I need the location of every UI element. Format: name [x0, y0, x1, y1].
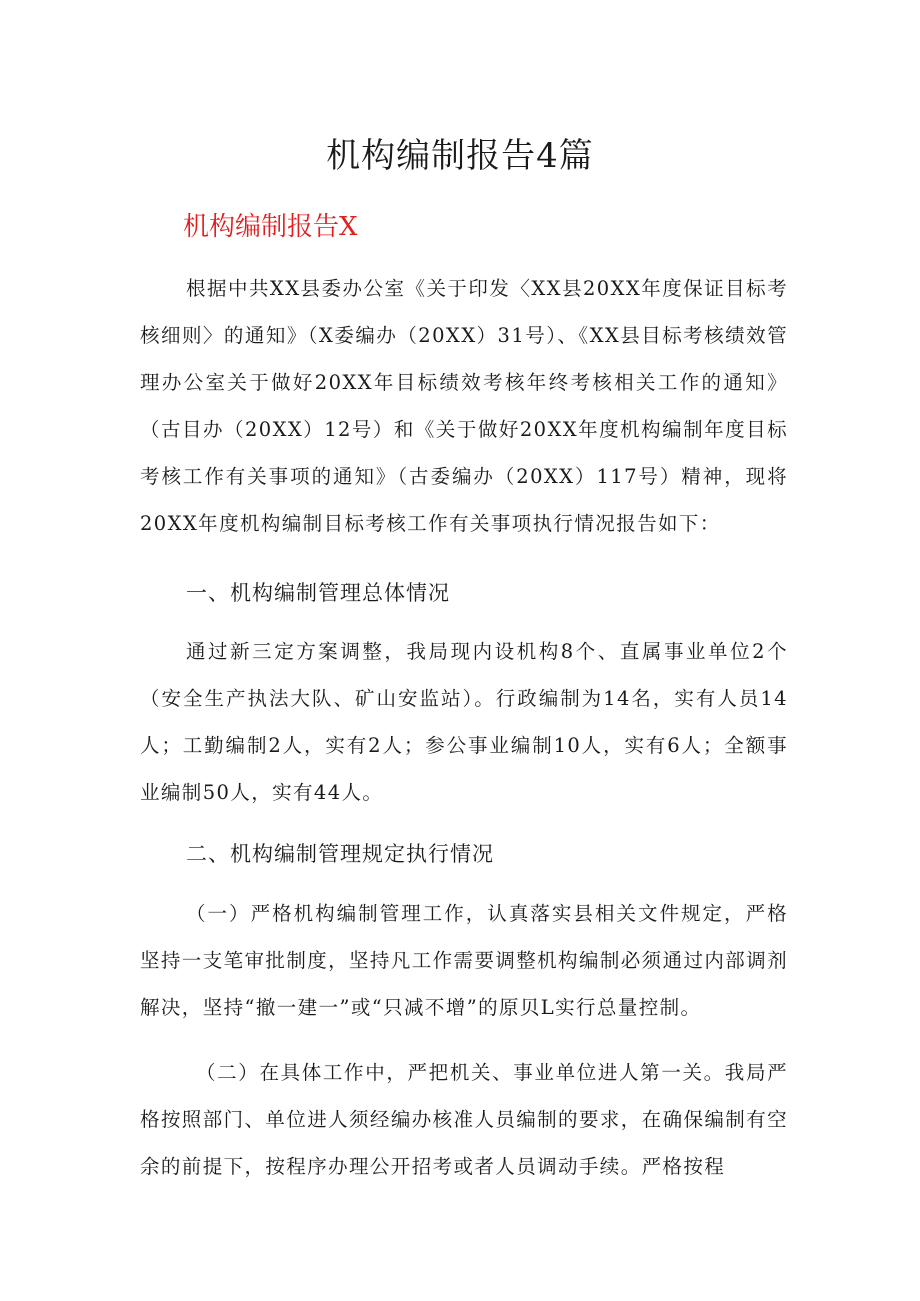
section-2-item-1: （一）严格机构编制管理工作，认真落实县相关文件规定，严格坚持一支笔审批制度，坚持凡工作需要调整机构编制必须通过内部调剂解决，坚持“撤一建一”或“只减不增”的原贝L实行总量控制。: [140, 902, 788, 1019]
intro-paragraph: 根据中共XX县委办公室《关于印发〈XX县20XX年度保证目标考核细则〉的通知》（X委编办（20XX）31号）、《XX县目标考核绩效管理办公室关于做好20XX年目标绩效考核年终考核相关工作的通知》（古目办（20XX）12号）和《关于做好20XX年度机构编制年度目标考核工作有关事项的通知》（古委编办（20XX）117号）精神，现将20XX年度机构编制目标考核工作有关事项执行情况报告如下：: [140, 277, 788, 535]
section-2-heading: 二、机构编制管理规定执行情况: [186, 842, 494, 866]
section-2-item-2: （二）在具体工作中，严把机关、事业单位进人第一关。我局严格按照部门、单位进人须经编办核准人员编制的要求，在确保编制有空余的前提下，按程序办理公开招考或者人员调动手续。严格按程: [140, 1061, 788, 1178]
document-title: 机构编制报告4篇: [326, 136, 594, 176]
section-1-paragraph: 通过新三定方案调整，我局现内设机构8个、直属事业单位2个（安全生产执法大队、矿山安监站）。行政编制为14名，实有人员14人；工勤编制2人，实有2人；参公事业编制10人，实有6人；全额事业编制50人，实有44人。: [140, 640, 788, 804]
section-1-heading: 一、机构编制管理总体情况: [186, 581, 450, 605]
document-subtitle: 机构编制报告X: [183, 212, 358, 242]
